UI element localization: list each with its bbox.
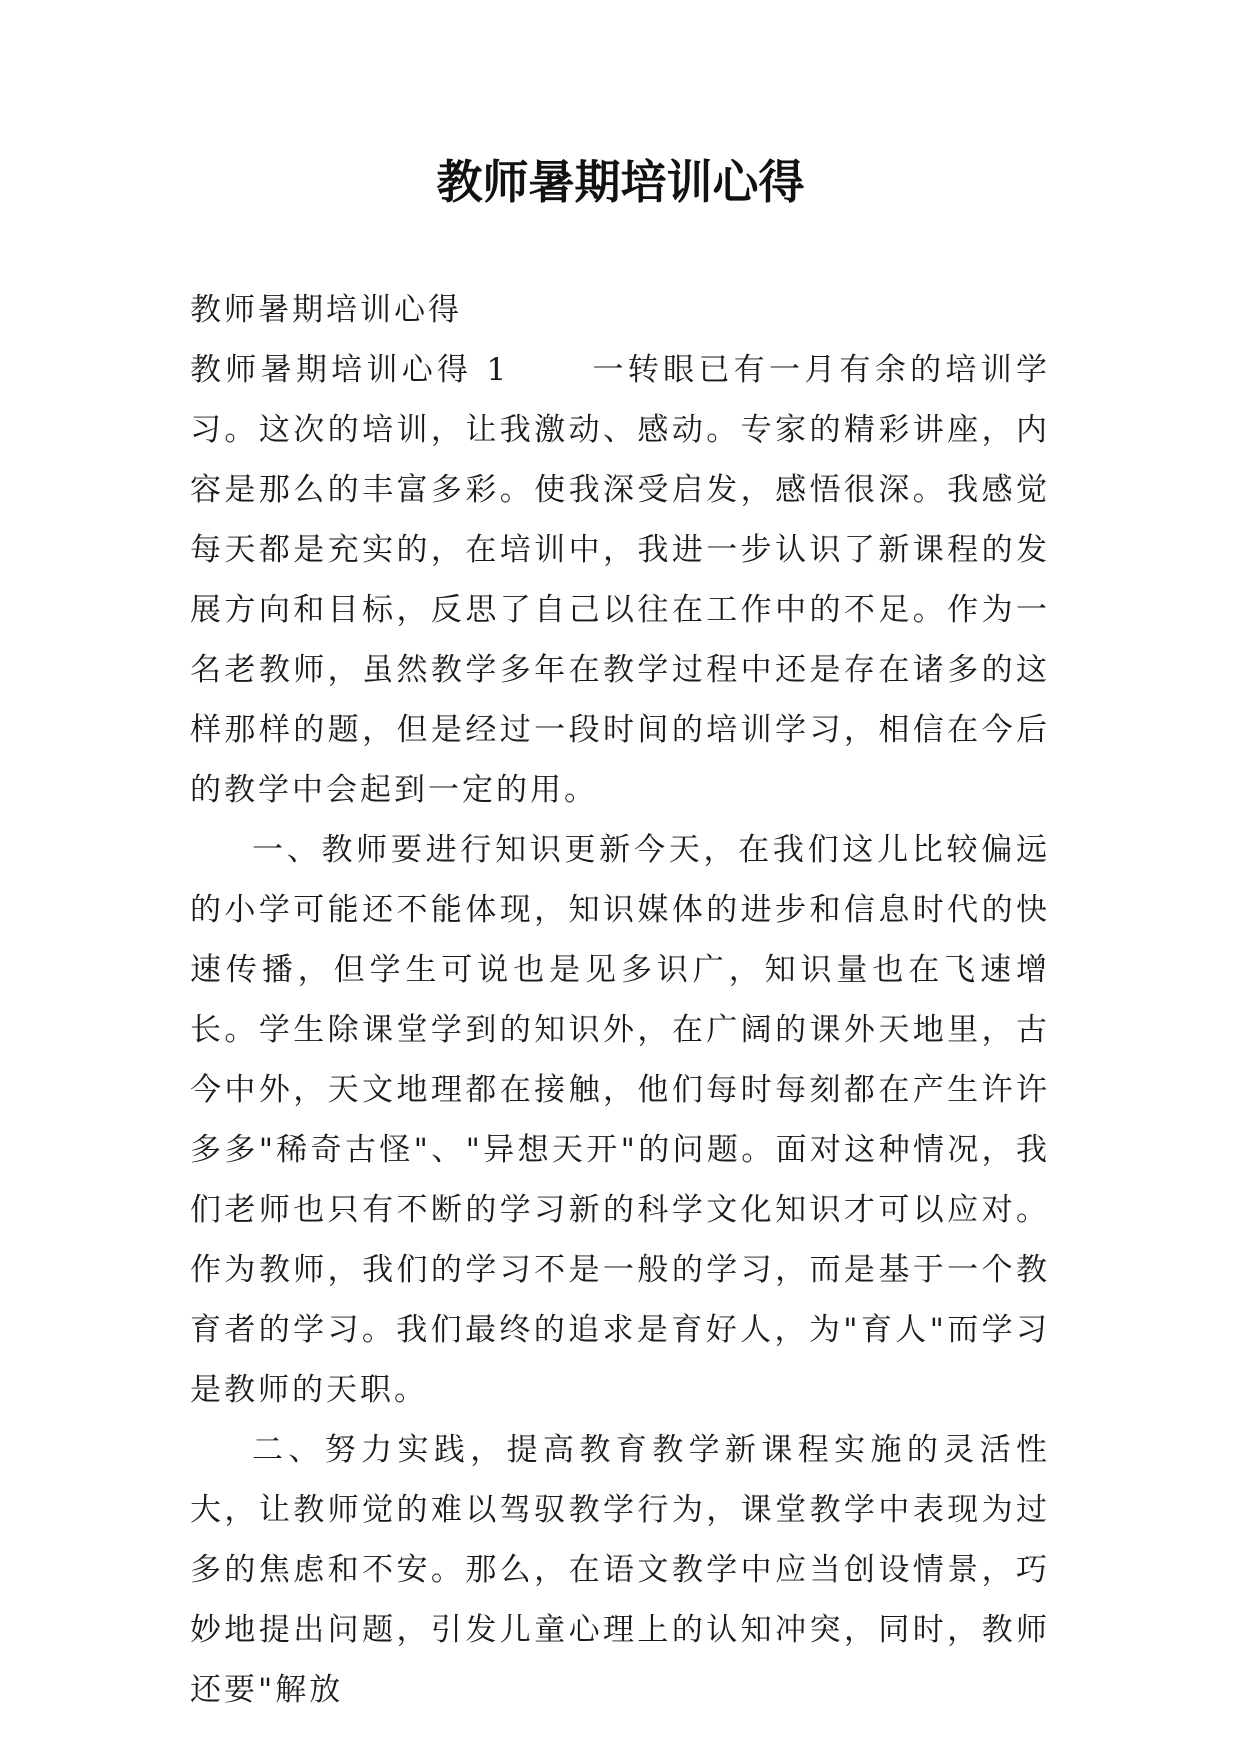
paragraph-3: 二、努力实践，提高教育教学新课程实施的灵活性大，让教师觉的难以驾驭教学行为，课堂教学中表现为过多的焦虑和不安。那么，在语文教学中应当创设情景，巧妙地提出问题，引发儿童心理上的认知冲突，同时，教师还要"解放 [190, 1432, 1050, 1708]
paragraph-2: 一、教师要进行知识更新今天，在我们这儿比较偏远的小学可能还不能体现，知识媒体的进步和信息时代的快速传播，但学生可说也是见多识广，知识量也在飞速增长。学生除课堂学到的知识外，在广阔的课外天地里，古今中外，天文地理都在接触，他们每时每刻都在产生许许多多"稀奇古怪"、"异想天开"的问题。面对这种情况，我们老师也只有不断的学习新的科学文化知识才可以应对。作为教师，我们的学习不是一般的学习，而是基于一个教育者的学习。我们最终的追求是育好人，为"育人"而学习是教师的天职。 [190, 832, 1050, 1408]
paragraph-1-text: 一转眼已有一月有余的培训学习。这次的培训，让我激动、感动。专家的精彩讲座，内容是那么的丰富多彩。使我深受启发，感悟很深。我感觉每天都是充实的，在培训中，我进一步认识了新课程的发展方向和目标，反思了自己以往在工作中的不足。作为一名老教师，虽然教学多年在教学过程中还是存在诸多的这样那样的题，但是经过一段时间的培训学习，相信在今后的教学中会起到一定的用。 [190, 352, 1051, 808]
first-paragraph [190, 340, 1050, 820]
document-title: 教师暑期培训心得 [436, 155, 805, 209]
document-subtitle: 教师暑期培训心得 [190, 292, 462, 328]
section-heading: 教师暑期培训心得 1 [190, 352, 510, 388]
document-body [190, 280, 1050, 1720]
